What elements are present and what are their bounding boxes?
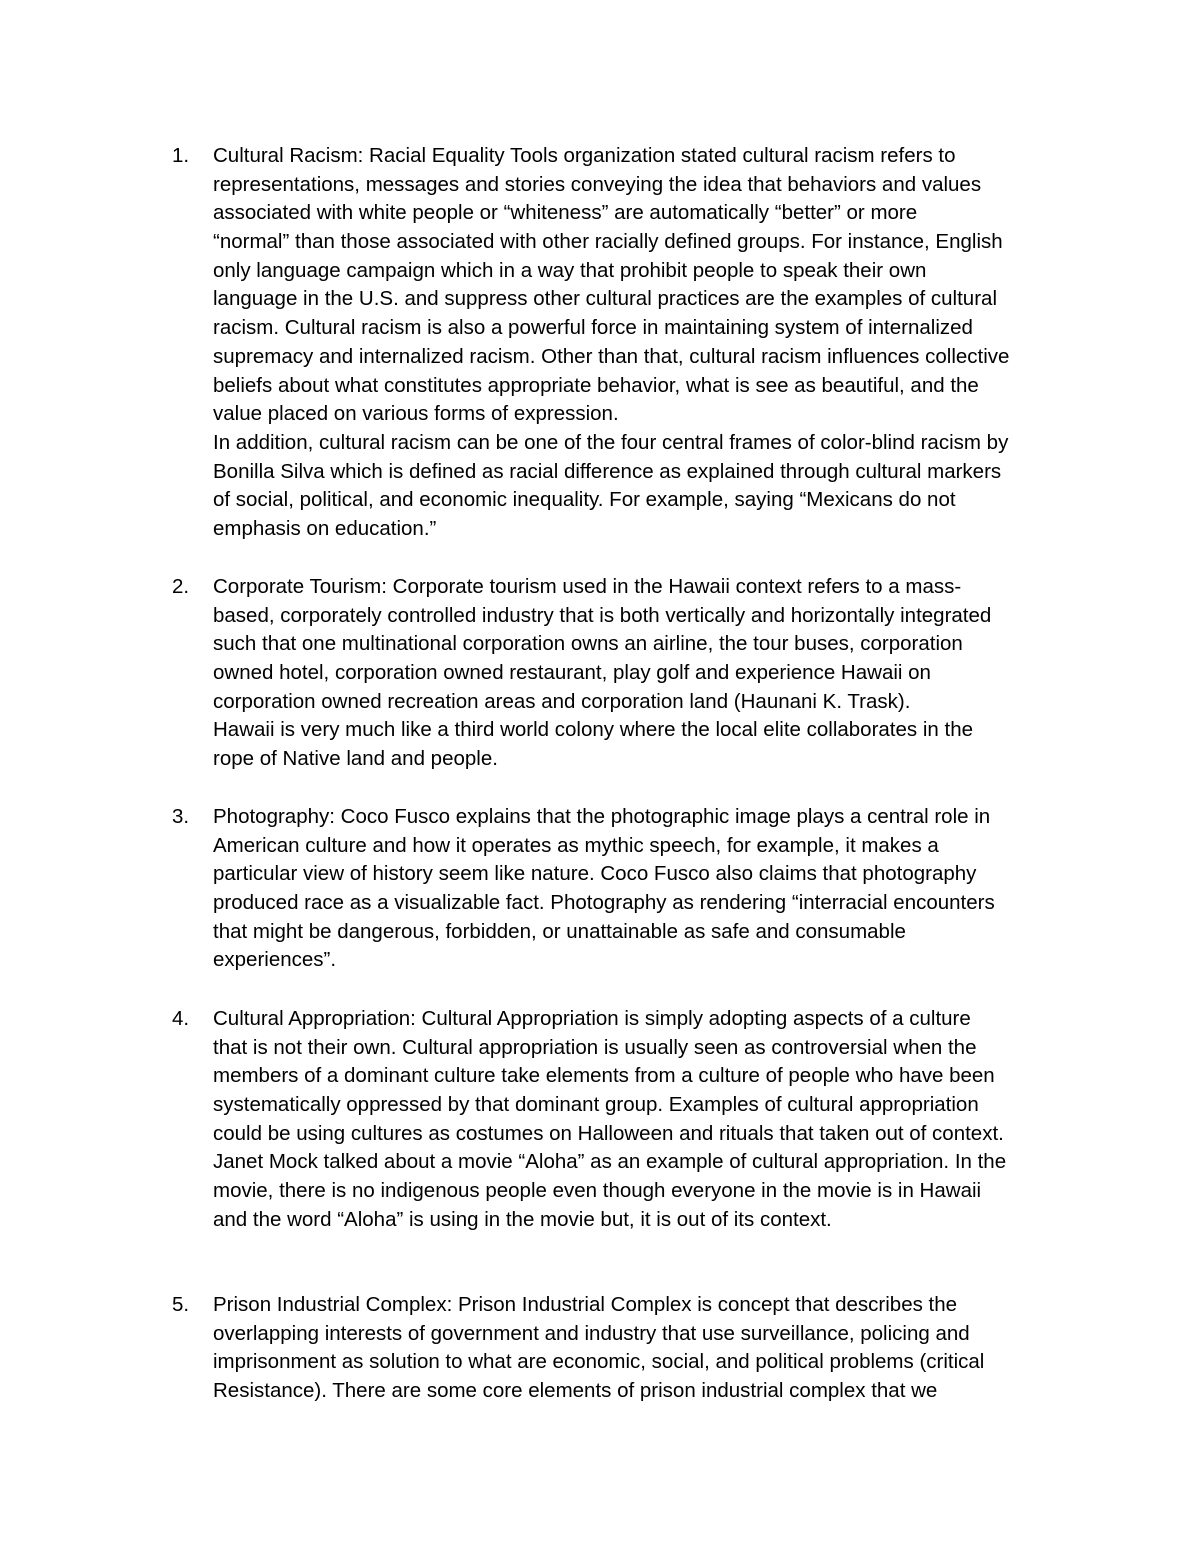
list-item-number: 5. xyxy=(172,1293,190,1316)
list-item-text xyxy=(213,142,1063,544)
text-line: based, corporately controlled industry that is both vertically and horizontally integrated xyxy=(213,603,992,627)
text-line: could be using cultures as costumes on Halloween and rituals that taken out of context. xyxy=(213,1121,1004,1145)
text-line: that is not their own. Cultural appropriation is usually seen as controversial when the xyxy=(213,1035,977,1059)
text-line: value placed on various forms of expression. xyxy=(213,402,619,426)
text-line: Janet Mock talked about a movie “Aloha” as an example of cultural appropriation. In the xyxy=(213,1150,1007,1174)
text-line: racism. Cultural racism is also a powerful force in maintaining system of internalized xyxy=(213,316,973,340)
list-item-text xyxy=(213,1291,1063,1406)
text-line: emphasis on education.” xyxy=(213,516,437,540)
text-line: experiences”. xyxy=(213,948,337,972)
text-line: “normal” than those associated with other racially defined groups. For instance, English xyxy=(213,230,1003,254)
text-line: Cultural Racism: Racial Equality Tools organization stated cultural racism refers to xyxy=(213,144,956,167)
text-line: corporation owned recreation areas and corporation land (Haunani K. Trask). xyxy=(213,689,911,713)
text-line: rope of Native land and people. xyxy=(213,747,498,771)
text-line: systematically oppressed by that dominant group. Examples of cultural appropriation xyxy=(213,1093,979,1117)
text-line: produced race as a visualizable fact. Photography as rendering “interracial encounters xyxy=(213,891,995,915)
text-line: particular view of history seem like nature. Coco Fusco also claims that photography xyxy=(213,862,977,886)
text-line: of social, political, and economic inequality. For example, saying “Mexicans do not xyxy=(213,488,956,512)
list-item-number: 3. xyxy=(172,805,190,828)
text-line: beliefs about what constitutes appropriate behavior, what is see as beautiful, and the xyxy=(213,373,979,397)
text-line: In addition, cultural racism can be one of the four central frames of color-blind racism by xyxy=(213,430,1009,454)
text-line: supremacy and internalized racism. Other than that, cultural racism influences collective xyxy=(213,344,1010,368)
text-line: that might be dangerous, forbidden, or unattainable as safe and consumable xyxy=(213,919,906,943)
text-line: representations, messages and stories conveying the idea that behaviors and values xyxy=(213,172,982,196)
text-line: language in the U.S. and suppress other cultural practices are the examples of cultural xyxy=(213,287,997,311)
list-item-number: 4. xyxy=(172,1007,190,1030)
text-line: Hawaii is very much like a third world colony where the local elite collaborates in the xyxy=(213,718,973,742)
list-item-text xyxy=(213,573,1063,774)
list-item-text xyxy=(213,803,1063,975)
list-item-number: 1. xyxy=(172,144,190,167)
text-line: associated with white people or “whiteness” are automatically “better” or more xyxy=(213,201,918,225)
text-line: members of a dominant culture take elements from a culture of people who have been xyxy=(213,1064,995,1088)
text-line: Corporate Tourism: Corporate tourism used in the Hawaii context refers to a mass- xyxy=(213,575,962,598)
list-item-text xyxy=(213,1005,1063,1235)
text-line: such that one multinational corporation owns an airline, the tour buses, corporation xyxy=(213,632,963,656)
list-item-number: 2. xyxy=(172,575,190,598)
text-line: Photography: Coco Fusco explains that the photographic image plays a central role in xyxy=(213,805,991,828)
text-line: Cultural Appropriation: Cultural Appropriation is simply adopting aspects of a culture xyxy=(213,1007,971,1030)
text-line: imprisonment as solution to what are economic, social, and political problems (critical xyxy=(213,1350,985,1374)
text-line: American culture and how it operates as mythic speech, for example, it makes a xyxy=(213,833,939,857)
text-line: Prison Industrial Complex: Prison Industrial Complex is concept that describes the xyxy=(213,1293,958,1316)
text-line: and the word “Aloha” is using in the movie but, it is out of its context. xyxy=(213,1207,832,1231)
text-line: movie, there is no indigenous people even though everyone in the movie is in Hawaii xyxy=(213,1179,982,1203)
text-line: only language campaign which in a way that prohibit people to speak their own xyxy=(213,258,927,282)
text-line: Resistance). There are some core elements of prison industrial complex that we xyxy=(213,1379,938,1403)
text-line: Bonilla Silva which is defined as racial difference as explained through cultural markers xyxy=(213,459,1002,483)
text-line: owned hotel, corporation owned restaurant, play golf and experience Hawaii on xyxy=(213,661,931,685)
text-line: overlapping interests of government and industry that use surveillance, policing and xyxy=(213,1321,970,1345)
